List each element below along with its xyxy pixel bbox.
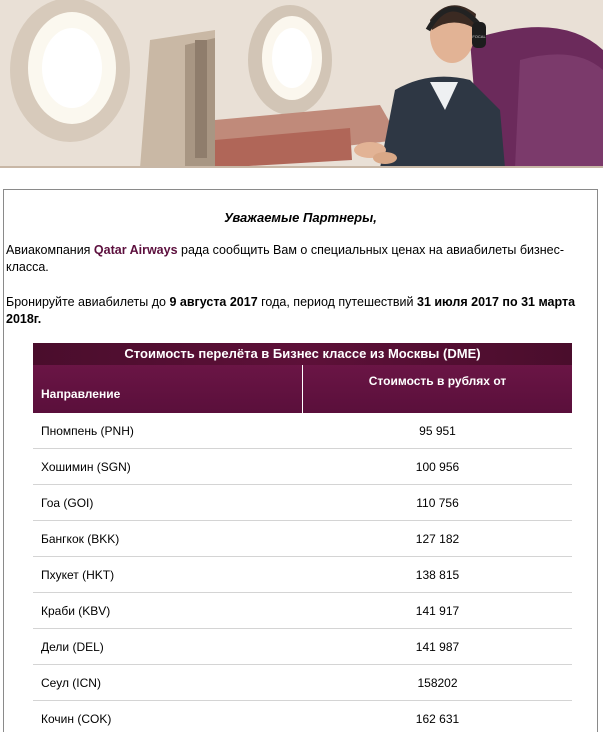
cabin-illustration xyxy=(0,0,603,168)
price-cell: 162 631 xyxy=(415,711,460,726)
table-row xyxy=(33,521,572,557)
destination-cell: Сеул (ICN) xyxy=(41,675,101,690)
destination-cell: Краби (KBV) xyxy=(41,603,111,618)
greeting: Уважаемые Партнеры, xyxy=(224,210,377,225)
airline-name: Qatar Airways xyxy=(93,243,178,257)
price-cell: 110 756 xyxy=(416,495,459,510)
price-cell: 100 956 xyxy=(415,459,460,474)
table-row xyxy=(33,557,572,593)
destination-cell: Гоа (GOI) xyxy=(41,495,94,510)
table-row xyxy=(33,701,572,732)
intro-paragraph: Авиакомпания Qatar Airways рада сообщить Вам о специальных ценах на авиабилеты бизнес-класса. xyxy=(6,243,565,274)
destination-cell: Пхукет (HKT) xyxy=(41,567,115,582)
destination-cell: Бангкок (BKK) xyxy=(41,531,120,546)
window-left xyxy=(10,0,130,142)
destination-cell: Кочин (COK) xyxy=(41,711,112,726)
table-row xyxy=(33,629,572,665)
svg-text:FOCAL: FOCAL xyxy=(472,34,486,39)
table-title: Стоимость перелёта в Бизнес классе из Москвы (DME) xyxy=(33,343,572,365)
booking-paragraph: Бронируйте авиабилеты до 9 августа 2017 года, период путешествий 31 июля 2017 по 31 марта 2018г. xyxy=(6,295,576,326)
price-cell: 158202 xyxy=(417,675,458,690)
destination-cell: Пномпень (PNH) xyxy=(41,423,134,438)
price-table xyxy=(33,343,572,732)
booking-deadline: 9 августа 2017 xyxy=(169,295,258,309)
column-header-price: Стоимость в рублях от xyxy=(368,374,507,388)
column-header-destination: Направление xyxy=(33,365,303,413)
hero-banner-image xyxy=(0,0,603,168)
price-cell: 95 951 xyxy=(419,423,456,438)
table-row xyxy=(33,485,572,521)
destination-cell: Дели (DEL) xyxy=(41,639,104,654)
letter-frame xyxy=(3,189,598,732)
price-cell: 141 987 xyxy=(415,639,460,654)
window-center xyxy=(248,5,332,115)
price-cell: 138 815 xyxy=(415,567,460,582)
table-row xyxy=(33,413,572,449)
destination-cell: Хошимин (SGN) xyxy=(41,459,131,474)
table-header xyxy=(33,365,572,413)
price-cell: 127 182 xyxy=(415,531,460,546)
travel-period: 31 июля 2017 по 31 марта 2018г. xyxy=(6,295,576,326)
table-row xyxy=(33,449,572,485)
table-row xyxy=(33,665,572,701)
price-cell: 141 917 xyxy=(415,603,460,618)
table-row xyxy=(33,593,572,629)
